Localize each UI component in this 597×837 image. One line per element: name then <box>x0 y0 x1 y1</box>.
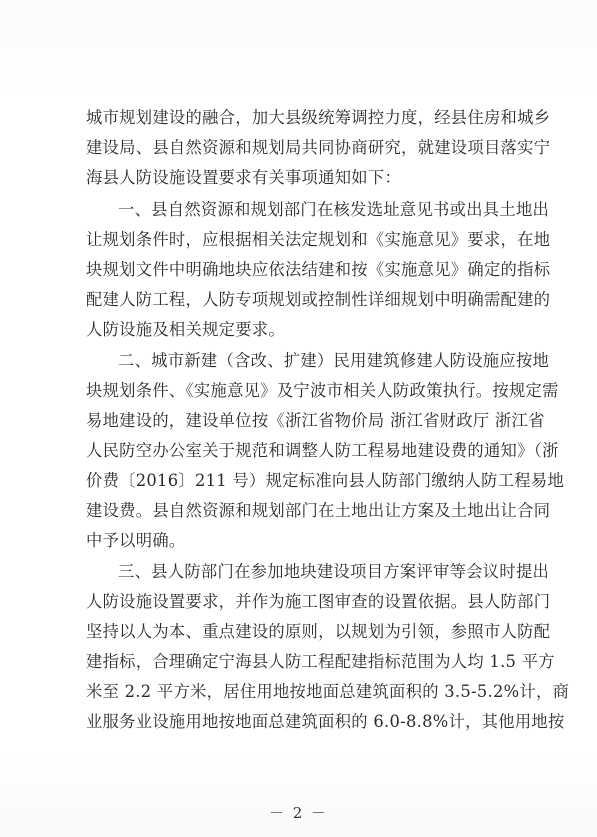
text-line: 中予以明确。 <box>86 531 186 550</box>
text-line: 坚持以人为本、重点建设的原则，以规划为引领，参照市人防配 <box>86 622 551 641</box>
text-line: 块规划条件、《实施意见》及宁波市相关人防政策执行。按规定需 <box>86 381 559 400</box>
text-line: 建指标，合理确定宁海县人防工程配建指标范围为人均 1.5 平方 <box>86 652 555 671</box>
text-line: 配建人防工程，人防专项规划或控制性详细规划中明确需配建的 <box>86 290 551 309</box>
text-line: 人民防空办公室关于规范和调整人防工程易地建设费的通知》（浙 <box>86 441 559 460</box>
text-line: 人防设施及相关规定要求。 <box>86 320 285 339</box>
text-line: 二、城市新建（含改、扩建）民用建筑修建人防设施应按地 <box>118 351 550 370</box>
page-number: － 2 － <box>268 804 329 822</box>
text-line: 米至 2.2 平方米，居住用地按地面总建筑面积的 3.5-5.2%计，商 <box>86 682 570 701</box>
text-line: 建设局、县自然资源和规划局共同协商研究，就建设项目落实宁 <box>86 138 551 157</box>
text-line: 让规划条件时，应根据相关法定规划和《实施意见》要求，在地 <box>86 230 551 249</box>
text-line: 海县人防设施设置要求有关事项通知如下： <box>86 168 402 187</box>
text-line: 三、县人防部门在参加地块建设项目方案评审等会议时提出 <box>118 562 550 581</box>
text-line: 价费〔2016〕211 号）规定标准向县人防部门缴纳人防工程易地 <box>86 471 565 490</box>
text-line: 一、县自然资源和规划部门在核发选址意见书或出具土地出 <box>118 200 550 219</box>
text-line: 人防设施设置要求，并作为施工图审查的设置依据。县人防部门 <box>86 592 551 611</box>
text-line: 业服务业设施用地按地面总建筑面积的 6.0-8.8%计，其他用地按 <box>86 712 565 731</box>
text-line: 建设费。县自然资源和规划部门在土地出让方案及土地出让合同 <box>86 501 551 520</box>
text-line: 块规划文件中明确地块应依法结建和按《实施意见》确定的指标 <box>86 260 551 279</box>
text-line: 易地建设的，建设单位按《浙江省物价局 浙江省财政厅 浙江省 <box>86 411 545 430</box>
text-line: 城市规划建设的融合，加大县级统筹调控力度，经县住房和城乡 <box>86 108 551 127</box>
